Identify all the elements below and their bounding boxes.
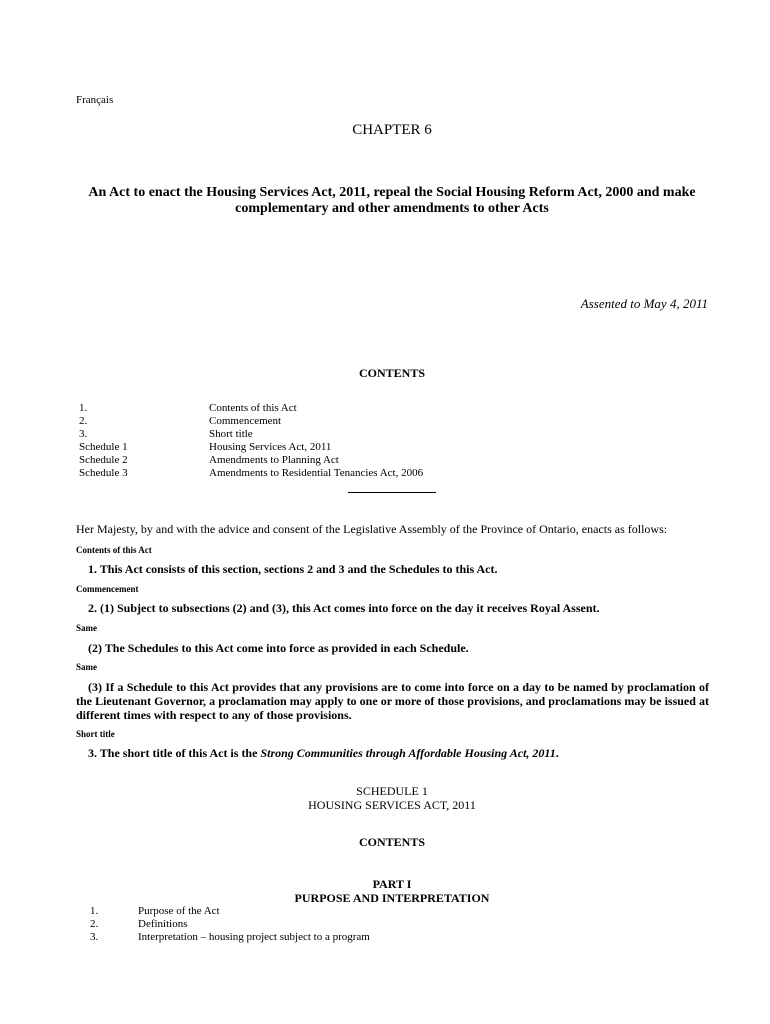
section-text xyxy=(76,746,709,760)
contents-item-label: Short title xyxy=(209,428,253,440)
schedule-heading xyxy=(0,784,770,812)
marginal-note: Contents of this Act xyxy=(76,545,152,555)
contents-item xyxy=(90,905,370,918)
enacting-clause: Her Majesty, by and with the advice and consent of the Legislative Assembly of the Province of Ontario, enacts as follows: xyxy=(76,522,668,536)
contents-item xyxy=(79,415,423,428)
section-text-end: . xyxy=(555,746,559,760)
contents-item-label: Amendments to Residential Tenancies Act, 2006 xyxy=(209,467,424,479)
contents-item-label: Interpretation – housing project subject to a program xyxy=(138,931,370,943)
section-text: 1. This Act consists of this section, sections 2 and 3 and the Schedules to this Act. xyxy=(88,562,498,576)
schedule-title: HOUSING SERVICES ACT, 2011 xyxy=(308,798,476,812)
contents-item-label: Contents of this Act xyxy=(209,402,297,414)
contents-item-number: 1. xyxy=(79,402,88,414)
short-title: Strong Communities through Affordable Housing Act, 2011 xyxy=(260,746,556,760)
marginal-note: Short title xyxy=(76,729,115,739)
marginal-note: Same xyxy=(76,623,97,633)
language-link[interactable]: Français xyxy=(76,94,114,106)
assent-date: Assented to May 4, 2011 xyxy=(580,296,708,311)
schedule-contents-heading: CONTENTS xyxy=(358,835,426,849)
section-text: (2) The Schedules to this Act come into force as provided in each Schedule. xyxy=(88,641,469,655)
contents-item xyxy=(79,441,423,454)
section-text: (3) If a Schedule to this Act provides that any provisions are to come into force on a day to be named by proclamation of the Lieutenant Governor, a proclamation may apply to one or more of those provisions, and proclamations may be issued at different times with respect to any of those provisions. xyxy=(76,680,709,722)
contents-item-label: Definitions xyxy=(138,918,188,930)
act-title: An Act to enact the Housing Services Act, 2011, repeal the Social Housing Reform Act, 2000 and make complementary and other amendments to other Acts xyxy=(88,185,696,216)
part-heading xyxy=(0,877,770,905)
contents-list xyxy=(79,402,423,480)
contents-item-label: Commencement xyxy=(209,415,282,427)
contents-item-label: Purpose of the Act xyxy=(138,905,220,917)
schedule-contents-list xyxy=(90,905,370,944)
contents-heading: CONTENTS xyxy=(358,366,426,380)
contents-item-number: 2. xyxy=(90,918,99,930)
contents-item-number: Schedule 2 xyxy=(79,454,128,466)
contents-item-number: 3. xyxy=(90,931,99,943)
part-title: PURPOSE AND INTERPRETATION xyxy=(294,891,490,905)
contents-item-number: 1. xyxy=(90,905,99,917)
contents-item xyxy=(79,428,423,441)
contents-item-number: Schedule 3 xyxy=(79,467,128,479)
chapter-heading: CHAPTER 6 xyxy=(352,122,432,138)
contents-item-label: Housing Services Act, 2011 xyxy=(209,441,332,453)
marginal-note: Same xyxy=(76,662,97,672)
contents-item-number: 3. xyxy=(79,428,88,440)
contents-item xyxy=(79,454,423,467)
part-number: PART I xyxy=(372,877,412,891)
marginal-note: Commencement xyxy=(76,584,139,594)
section-text-start: 3. The short title of this Act is the xyxy=(88,746,261,760)
contents-item xyxy=(79,402,423,415)
contents-item-label: Amendments to Planning Act xyxy=(209,454,339,466)
schedule-number: SCHEDULE 1 xyxy=(356,784,428,798)
contents-item-number: 2. xyxy=(79,415,88,427)
contents-item xyxy=(79,467,423,480)
contents-item-number: Schedule 1 xyxy=(79,441,128,453)
section-text: 2. (1) Subject to subsections (2) and (3), this Act comes into force on the day it receives Royal Assent. xyxy=(88,601,600,615)
contents-item xyxy=(90,931,370,944)
contents-item xyxy=(90,918,370,931)
divider xyxy=(348,484,436,493)
